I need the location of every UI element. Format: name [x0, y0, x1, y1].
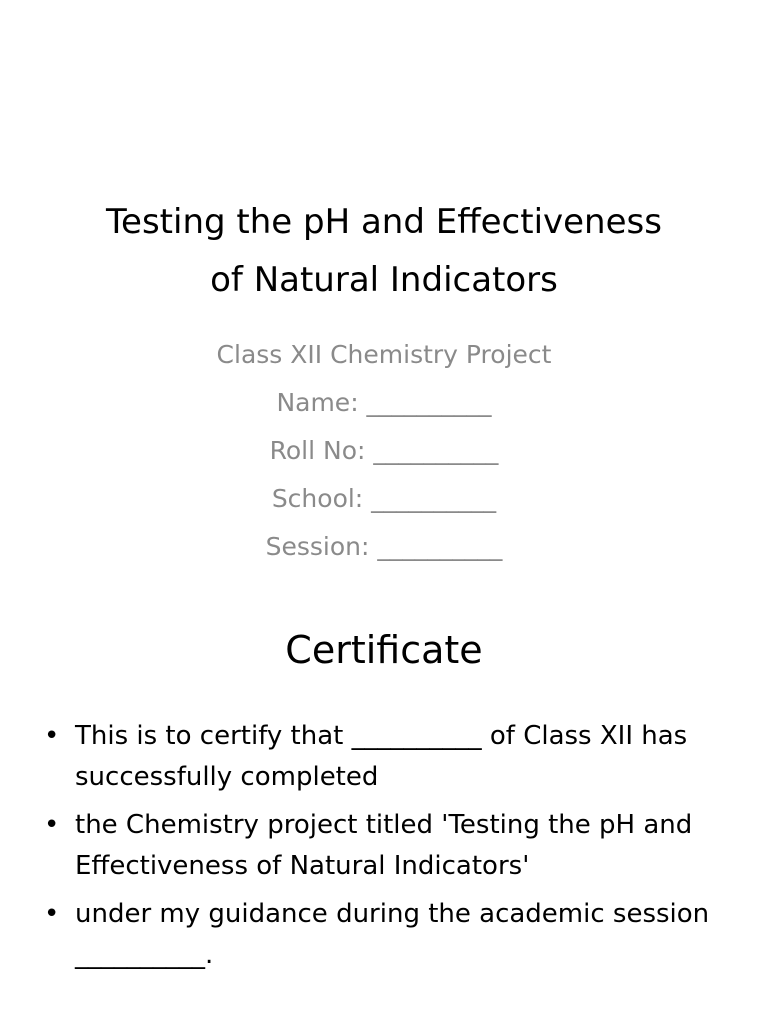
list-item [40, 805, 720, 887]
roll-number-field: Roll No: __________ [269, 436, 499, 465]
certificate-text-list [40, 716, 720, 983]
school-field: School: __________ [271, 484, 497, 513]
bullet-icon: • [44, 899, 60, 929]
list-item-text: under my guidance during the academic session __________. [75, 899, 710, 970]
project-label: Class XII Chemistry Project [216, 340, 552, 369]
list-item [40, 894, 720, 976]
bullet-icon: • [44, 721, 60, 751]
list-item-text: the Chemistry project titled 'Testing the pH and Effectiveness of Natural Indicators' [75, 810, 693, 881]
page-title [40, 193, 728, 309]
list-item [40, 716, 720, 798]
session-field: Session: __________ [265, 532, 503, 561]
list-item-text: This is to certify that __________ of Class XII has successfully completed [75, 721, 688, 792]
project-details [40, 331, 728, 571]
title-line-2: of Natural Indicators [210, 260, 558, 300]
certificate-heading: Certificate [285, 628, 483, 672]
title-line-1: Testing the pH and Effectiveness [106, 202, 662, 242]
name-field: Name: __________ [276, 388, 492, 417]
bullet-icon: • [44, 810, 60, 840]
